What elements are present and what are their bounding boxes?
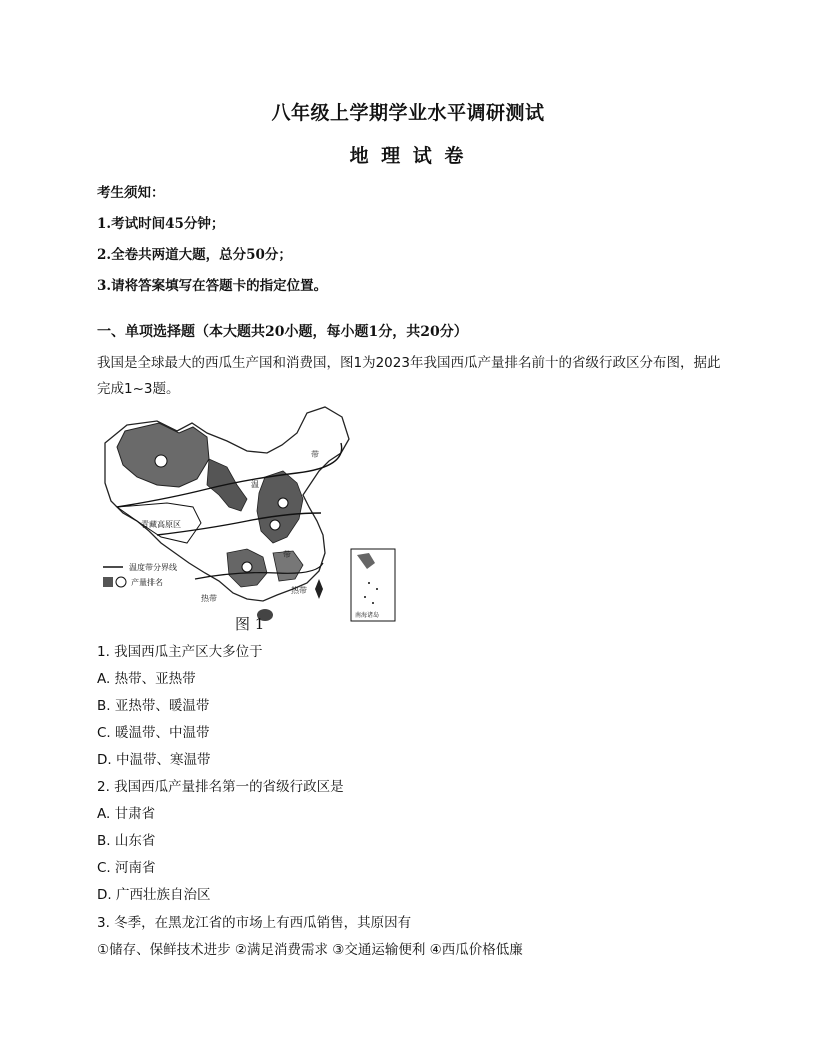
question-option: ①储存、保鲜技术进步 ②满足消费需求 ③交通运输便利 ④西瓜价格低廉 bbox=[97, 942, 523, 958]
notice-item: 1.考试时间45分钟； bbox=[97, 216, 225, 232]
question-option: D. 广西壮族自治区 bbox=[97, 887, 211, 903]
question-option: C. 河南省 bbox=[97, 860, 156, 876]
question-option: A. 甘肃省 bbox=[97, 806, 156, 822]
question-option: C. 暖温带、中温带 bbox=[97, 725, 210, 741]
inset-label: 南海诸岛 bbox=[355, 612, 380, 619]
question-option: B. 亚热带、暖温带 bbox=[97, 698, 210, 714]
question-option: A. 热带、亚热带 bbox=[97, 671, 196, 687]
question-option: B. 山东省 bbox=[97, 833, 156, 849]
question-option: D. 中温带、寒温带 bbox=[97, 752, 211, 768]
legend-line-label: 温度带分界线 bbox=[129, 563, 177, 572]
map-label: 青藏高原区 bbox=[141, 520, 181, 529]
section-heading: 一、单项选择题（本大题共20小题，每小题1分，共20分） bbox=[97, 324, 468, 340]
section-intro: 我国是全球最大的西瓜生产国和消费国，图1为2023年我国西瓜产量排名前十的省级行政区分布图，据此完成1~3题。 bbox=[97, 355, 721, 397]
notice-item: 3.请将答案填写在答题卡的指定位置。 bbox=[97, 278, 328, 294]
page-subtitle: 地 理 试 卷 bbox=[349, 145, 467, 167]
page-title: 八年级上学期学业水平调研测试 bbox=[271, 102, 545, 124]
question-stem: 1. 我国西瓜主产区大多位于 bbox=[97, 644, 263, 660]
notice-heading: 考生须知： bbox=[97, 185, 165, 201]
map-label: 热带 bbox=[291, 586, 307, 595]
map-label: 带 bbox=[283, 550, 291, 559]
figure-caption: 图 1 bbox=[235, 615, 265, 633]
map-label: 热带 bbox=[201, 594, 217, 603]
question-stem: 3. 冬季，在黑龙江省的市场上有西瓜销售，其原因有 bbox=[97, 915, 412, 931]
notice-item: 2.全卷共两道大题，总分50分； bbox=[97, 247, 292, 263]
legend-rank-label: 产量排名 bbox=[131, 578, 163, 587]
map-label: 温 bbox=[251, 480, 259, 489]
china-watermelon-map bbox=[97, 403, 397, 635]
map-label: 带 bbox=[311, 450, 319, 459]
question-stem: 2. 我国西瓜产量排名第一的省级行政区是 bbox=[97, 779, 344, 795]
